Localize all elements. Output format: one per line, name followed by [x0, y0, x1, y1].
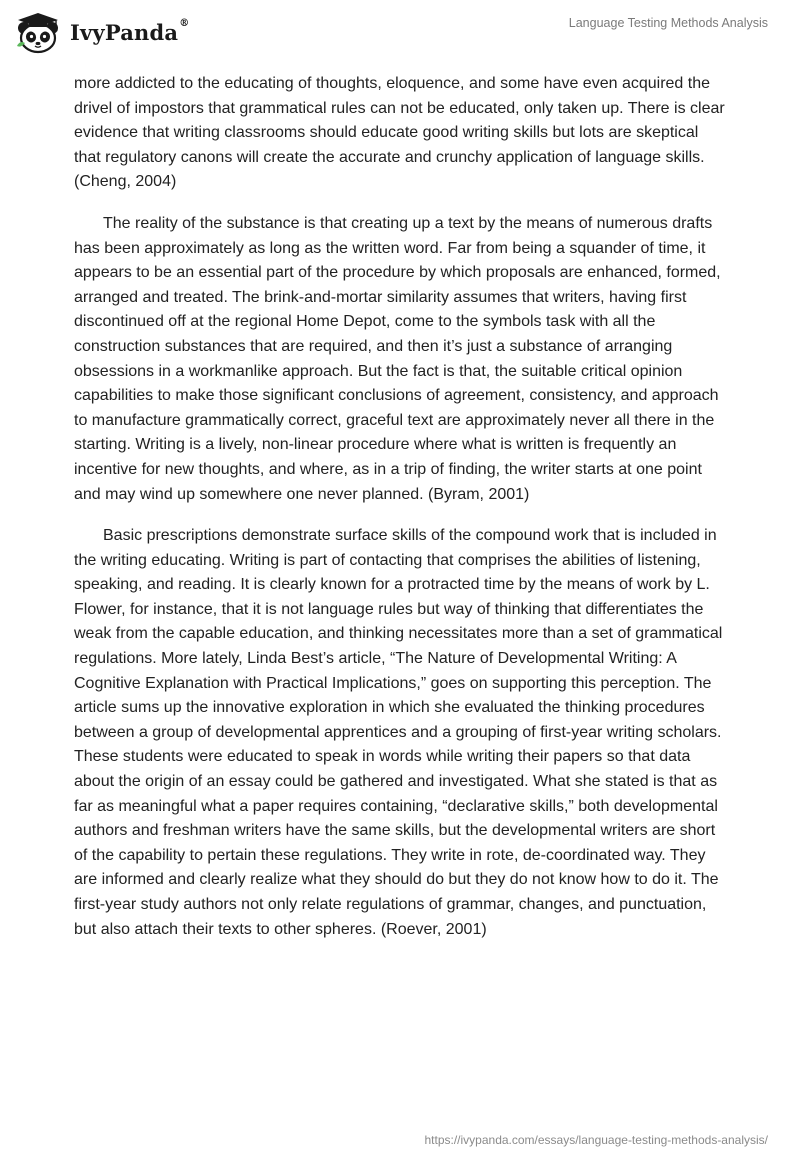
paragraph-1: more addicted to the educating of thoughts, eloquence, and some have even acquired the drivel of impostors that grammatical rules can not be educated, only taken up. There is clear evidence that writing classrooms should educate good writing skills but lots are skeptical that regulatory canons will create the accurate and crunchy application of language skills. (Cheng, 2004): [74, 75, 725, 191]
essay-body: [74, 72, 726, 959]
source-url[interactable]: https://ivypanda.com/essays/language-testing-methods-analysis/: [424, 1133, 768, 1147]
page-header: [0, 0, 800, 70]
brand-logo[interactable]: [14, 10, 189, 54]
registered-mark: ®: [179, 17, 190, 29]
panda-graduate-icon: [14, 10, 64, 54]
paragraph-2: The reality of the substance is that creating up a text by the means of numerous drafts has been approximately as long as the written word. Far from being a squander of time, it appears to be an essential part of the procedure by which proposals are enhanced, formed, arranged and treated. The brink-and-mortar similarity assumes that writers, having first discontinued off at the regional Home Depot, come to the symbols task with all the construction substances that are required, and then it’s just a substance of arranging obsessions in a workmanlike approach. But the fact is that, the suitable critical opinion capabilities to make those significant conclusions of agreement, consistency, and approach to manufacture grammatically correct, graceful text are approximately never all there in the starting. Writing is a lively, non-linear procedure where what is written is frequently an incentive for new thoughts, and where, as in a trip of finding, the writer starts at one point and may wind up somewhere one never planned. (Byram, 2001): [74, 214, 721, 503]
document-title: Language Testing Methods Analysis: [568, 16, 768, 30]
brand-name: IvyPanda®: [70, 17, 190, 45]
paragraph-3: Basic prescriptions demonstrate surface skills of the compound work that is included in the writing educating. Writing is part of contacting that comprises the abilities of listening, speaking, and reading. It is clearly known for a protracted time by the means of work by L. Flower, for instance, that it is not language rules but way of thinking that differentiates the weak from the capable education, and thinking necessitates more than a set of grammatical regulations. More lately, Linda Best’s article, “The Nature of Developmental Writing: A Cognitive Explanation with Practical Implications,” goes on supporting this perception. The article sums up the innovative exploration in which she evaluated the thinking procedures between a group of developmental apprentices and a grouping of first-year writing scholars. These students were educated to speak in words while writing their papers so that data about the origin of an essay could be gathered and investigated. What she stated is that as far as meaningful what a paper requires containing, “declarative skills,” both developmental authors and freshman writers have the same skills, but the developmental writers are short of the capability to pertain these regulations. They write in rote, de-coordinated way. They are informed and clearly realize what they should do but they do not know how to do it. The first-year study authors not only relate regulations of grammar, changes, and punctuation, but also attach their texts to other spheres. (Roever, 2001): [74, 527, 723, 938]
